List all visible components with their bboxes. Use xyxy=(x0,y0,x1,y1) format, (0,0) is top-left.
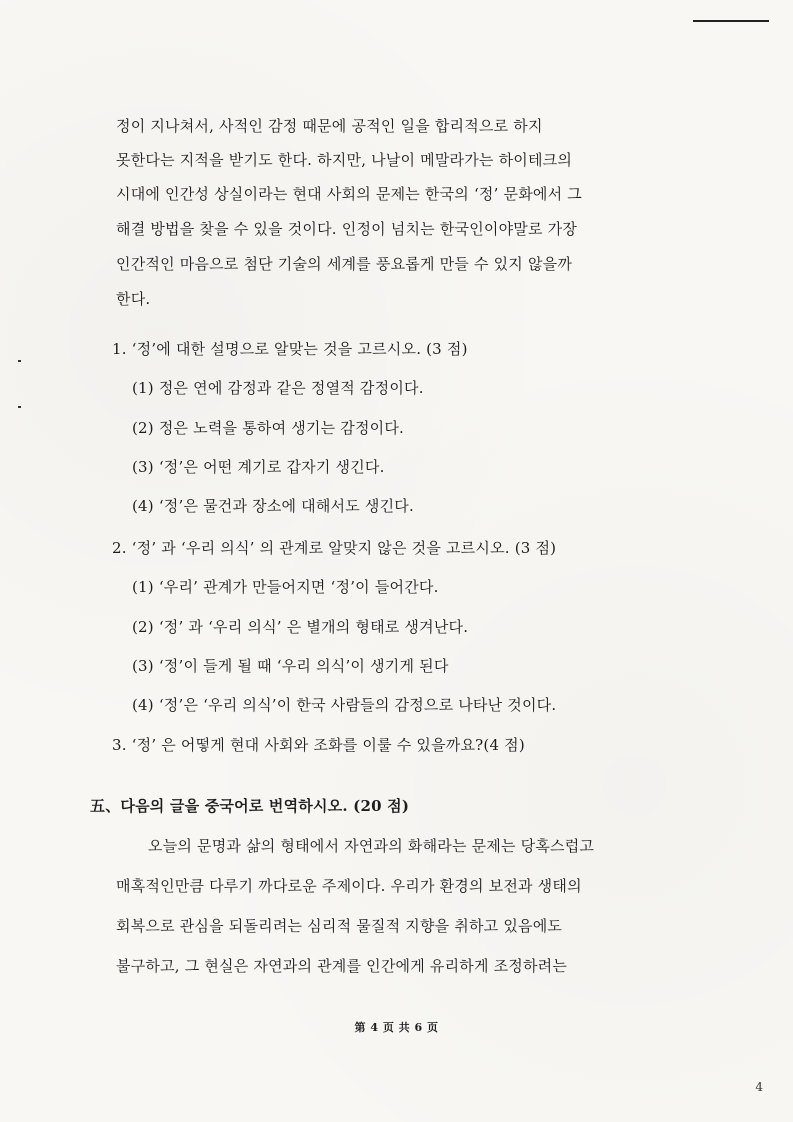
question-text: 2. ‘정’ 과 ‘우리 의식’ 의 관계로 알맞지 않은 것을 고르시오. (3 점) xyxy=(112,539,557,557)
page-number: 4 xyxy=(755,1080,763,1094)
passage-line: 인간적인 마음으로 첨단 기술의 세계를 풍요롭게 만들 수 있지 않을까 xyxy=(116,255,573,273)
question-text: 3. ‘정’ 은 어떻게 현대 사회와 조화를 이룰 수 있을까요?(4 점) xyxy=(112,736,525,754)
passage-line: 해결 방법을 찾을 수 있을 것이다. 인정이 넘치는 한국인이야말로 가장 xyxy=(116,220,578,238)
question-option: (2) 정은 노력을 통하여 생기는 감정이다. xyxy=(132,419,405,437)
passage-line: 한다. xyxy=(116,290,151,308)
translation-line: 매혹적인만큼 다루기 까다로운 주제이다. 우리가 환경의 보전과 생태의 xyxy=(116,877,582,895)
question-option: (3) ‘정’은 어떤 계기로 갑자기 생긴다. xyxy=(132,458,385,476)
question-option: (1) 정은 연에 감정과 같은 정열적 감정이다. xyxy=(132,379,424,397)
translation-line: 회복으로 관심을 되돌리려는 심리적 물질적 지향을 취하고 있음에도 xyxy=(116,917,563,935)
question-text: 1. ‘정’에 대한 설명으로 알맞는 것을 고르시오. (3 점) xyxy=(112,340,468,358)
passage-line: 정이 지나쳐서, 사적인 감정 때문에 공적인 일을 합리적으로 하지 xyxy=(116,117,543,135)
translation-line: 불구하고, 그 현실은 자연과의 관계를 인간에게 유리하게 조정하려는 xyxy=(116,957,568,975)
question-option: (1) ‘우리’ 관계가 만들어지면 ‘정’이 들어간다. xyxy=(132,578,439,596)
question-option: (4) ‘정’은 ‘우리 의식’이 한국 사람들의 감정으로 나타난 것이다. xyxy=(132,696,557,714)
page-footer: 第 4 页 共 6 页 xyxy=(354,1021,439,1034)
section-title: 五、다음의 글을 중국어로 번역하시오. (20 점) xyxy=(90,797,410,815)
top-rule xyxy=(693,20,769,22)
passage-line: 못한다는 지적을 받기도 한다. 하지만, 나날이 메말라가는 하이테크의 xyxy=(116,151,573,169)
scan-speck xyxy=(18,406,21,408)
passage-line: 시대에 인간성 상실이라는 현대 사회의 문제는 한국의 ‘정’ 문화에서 그 xyxy=(116,185,582,203)
scan-speck xyxy=(18,360,21,362)
question-option: (4) ‘정’은 물건과 장소에 대해서도 생긴다. xyxy=(132,497,414,515)
question-option: (3) ‘정’이 들게 될 때 ‘우리 의식’이 생기게 된다 xyxy=(132,657,449,675)
translation-line: 오늘의 문명과 삶의 형태에서 자연과의 화해라는 문제는 당혹스럽고 xyxy=(148,837,595,855)
question-option: (2) ‘정’ 과 ‘우리 의식’ 은 별개의 형태로 생겨난다. xyxy=(132,618,469,636)
